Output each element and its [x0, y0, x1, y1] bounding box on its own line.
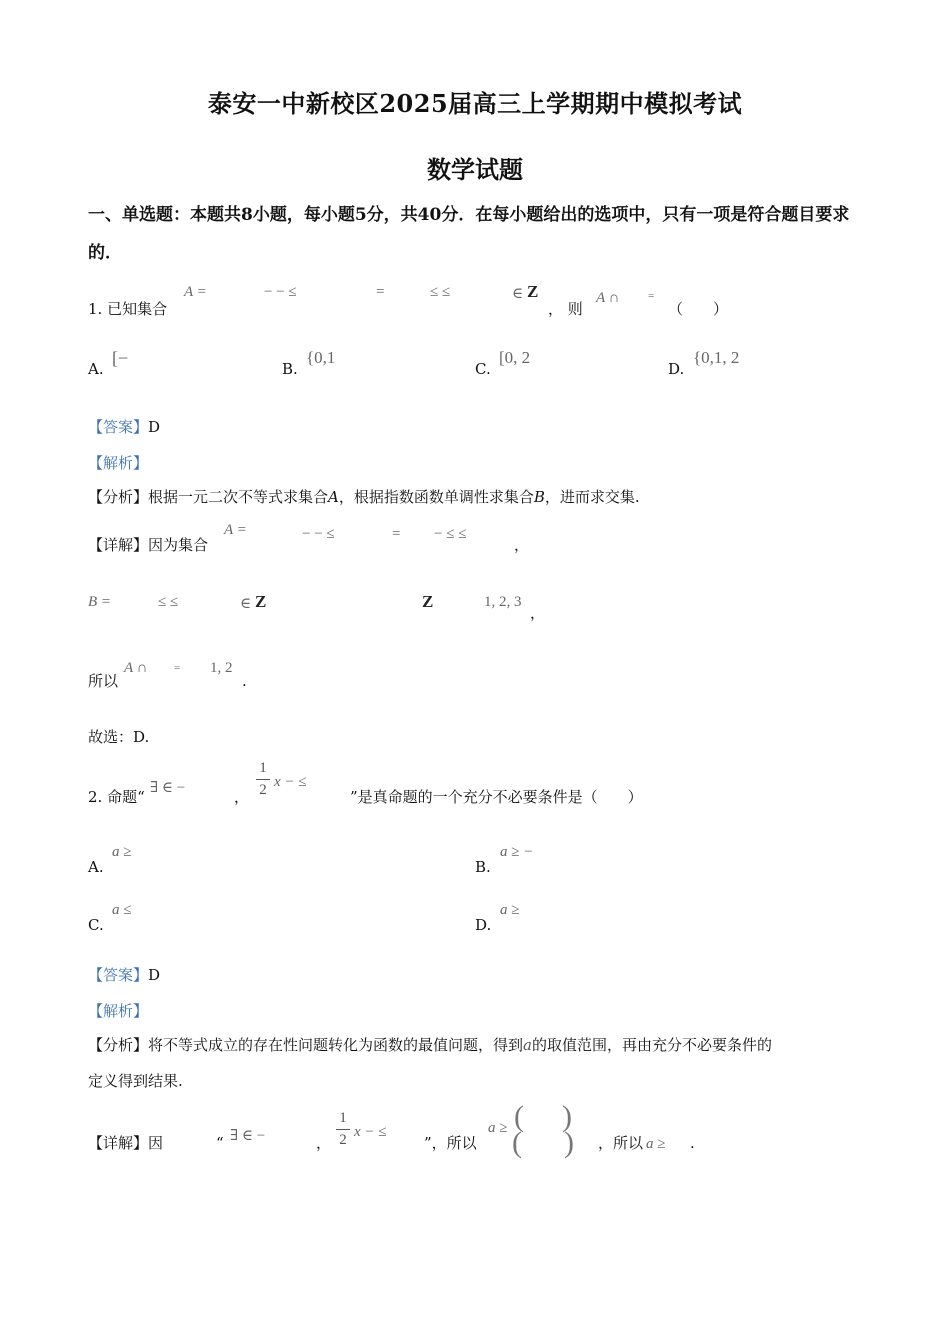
- q2-answer-value: D: [148, 966, 161, 984]
- q1-paren: （ ）: [668, 300, 729, 318]
- q2-xj-open-quote: “: [216, 1134, 224, 1152]
- q2-xj-end: .: [690, 1134, 695, 1152]
- q2-xj-right-paren-lower: ): [564, 1126, 574, 1159]
- q1-b-math-1: B =: [88, 594, 112, 610]
- q1-xj-math-1: A =: [224, 522, 247, 538]
- q2-xj-left-paren-lower: (: [512, 1126, 522, 1159]
- q1-math-z: Z: [527, 282, 539, 301]
- q1-math-eq: =: [376, 284, 385, 300]
- q1-answer-tag: 【答案】: [88, 418, 149, 436]
- exam-title: 泰安一中新校区2025届高三上学期期中模拟考试: [207, 89, 743, 118]
- q1-fenxi-text-1: 根据一元二次不等式求集合: [148, 488, 329, 506]
- q1-b-comma: ，: [530, 604, 546, 622]
- q1-mid: ， 则: [548, 300, 583, 318]
- q1-option-d-label: D.: [668, 360, 685, 378]
- q1-b-z-1: Z: [255, 592, 267, 611]
- q2-option-a-math: a ≥: [112, 844, 132, 860]
- q2-fenxi-tag: 【分析】: [88, 1036, 149, 1054]
- exam-subtitle: 数学试题: [427, 155, 523, 184]
- q2-xiangjie: [88, 1132, 163, 1154]
- q2-option-d-label: D.: [475, 916, 492, 934]
- q1-guxuan: 故选：D.: [88, 728, 150, 746]
- q2-tail: ”是真命题的一个充分不必要条件是（ ）: [350, 788, 643, 806]
- q1-option-c-label: C.: [475, 360, 491, 378]
- q2-xj-math-a: a ≥: [488, 1120, 508, 1136]
- q1-lead: 1. 已知集合: [88, 300, 168, 318]
- q1-analysis-tag: 【解析】: [88, 454, 149, 472]
- q1-xj-math-4: − ≤ ≤: [434, 526, 467, 542]
- q1-sy-period: .: [242, 672, 247, 690]
- q1-b-math-4: 1, 2, 3: [484, 594, 522, 610]
- q2-option-c-label: C.: [88, 916, 104, 934]
- q1-option-b-label: B.: [282, 360, 298, 378]
- q1-xj-comma: ，: [514, 536, 530, 554]
- q2-xj-math-a2: a ≥: [646, 1136, 666, 1152]
- q2-xj-frac-num: 1: [339, 1110, 347, 1126]
- q1-math-cap: A ∩: [596, 290, 620, 306]
- q1-fenxi: [88, 486, 640, 508]
- q2-frac-den: 2: [259, 782, 267, 798]
- q2-analysis-tag: 【解析】: [88, 1002, 149, 1020]
- q2-math-exists: ∃ ∈ −: [150, 780, 186, 796]
- q2-xj-so: ，所以: [598, 1134, 644, 1152]
- q2-fenxi-text-1: 将不等式成立的存在性问题转化为函数的最值问题，得到: [148, 1036, 524, 1054]
- q2-xj-comma: ，: [316, 1134, 332, 1152]
- q2-option-d-math: a ≥: [500, 902, 520, 918]
- q1-math-in: ∈: [512, 286, 524, 302]
- q1-xj-math-2: − − ≤: [302, 526, 335, 542]
- q2-xj-frac-bar: [336, 1129, 350, 1130]
- q1-sy-math-2: =: [174, 662, 181, 674]
- q1-option-c-math: [0, 2: [499, 348, 531, 367]
- q1-fenxi-tag: 【分析】: [88, 488, 149, 506]
- q1-option-d-math: {0,1, 2: [693, 348, 740, 367]
- q2-xiangjie-text: 因: [148, 1134, 164, 1152]
- q1-option-b-math: {0,1: [306, 348, 336, 367]
- q2-xj-fraction: [336, 1110, 350, 1149]
- q2-xj-left-paren: (: [514, 1100, 524, 1133]
- q1-math-a: A =: [184, 284, 207, 300]
- q1-xiangjie: [88, 534, 208, 556]
- q2-frac-bar: [256, 779, 270, 780]
- q1-math-set-a: − − ≤: [264, 284, 297, 300]
- q1-fenxi-text-3: ，进而求交集.: [544, 488, 640, 506]
- q2-fenxi-line-2: 定义得到结果.: [88, 1072, 183, 1090]
- q1-xj-math-3: =: [392, 526, 401, 542]
- q1-sy-math-3: 1, 2: [210, 660, 233, 676]
- q1-math-eq2: =: [648, 290, 655, 302]
- q2-lead: 2. 命题“: [88, 788, 145, 806]
- q1-b-math-3: ∈: [240, 596, 252, 612]
- q1-suoyi: 所以: [88, 672, 119, 690]
- q1-b-math-2: ≤ ≤: [158, 594, 179, 610]
- q2-xj-frac-den: 2: [339, 1132, 347, 1148]
- q1-fenxi-var-a: A: [328, 488, 339, 506]
- q1-b-z-2: Z: [422, 592, 434, 611]
- q2-math-rest: x − ≤: [274, 774, 307, 790]
- q1-sy-math-1: A ∩: [124, 660, 148, 676]
- q2-xj-close: ”，所以: [424, 1134, 477, 1152]
- q2-fenxi-var-a: a: [523, 1036, 532, 1054]
- section-heading: 一、单选题：本题共8小题，每小题5分，共40分．在每小题给出的选项中，只有一项是符合题目要求的．: [88, 205, 850, 263]
- q2-option-a-label: A.: [88, 858, 104, 876]
- q1-answer: [88, 416, 160, 438]
- q2-fenxi-text-2: 的取值范围，再由充分不必要条件的: [531, 1036, 772, 1054]
- q2-xj-right-paren: ): [562, 1100, 572, 1133]
- q2-xiangjie-tag: 【详解】: [88, 1134, 149, 1152]
- q1-fenxi-text-2: ，根据指数函数单调性求集合: [338, 488, 534, 506]
- q2-option-c-math: a ≤: [112, 902, 132, 918]
- q1-math-set-b: ≤ ≤: [430, 284, 451, 300]
- q2-frac-num: 1: [259, 760, 267, 776]
- q1-option-a-math: [−: [112, 348, 129, 368]
- q2-answer-tag: 【答案】: [88, 966, 149, 984]
- q2-fraction: [256, 760, 270, 799]
- q2-comma: ，: [234, 788, 250, 806]
- q1-xiangjie-tag: 【详解】: [88, 536, 149, 554]
- q1-answer-value: D: [148, 418, 161, 436]
- q1-xiangjie-text: 因为集合: [148, 536, 209, 554]
- q2-xj-math-2: x − ≤: [354, 1124, 387, 1140]
- q2-option-b-math: a ≥ −: [500, 844, 534, 860]
- q2-answer: [88, 964, 160, 986]
- q2-fenxi-line-1: [88, 1034, 772, 1056]
- q2-xj-math-1: ∃ ∈ −: [230, 1128, 266, 1144]
- q1-fenxi-var-b: B: [533, 488, 545, 506]
- q1-option-a-label: A.: [88, 360, 104, 378]
- q2-option-b-label: B.: [475, 858, 491, 876]
